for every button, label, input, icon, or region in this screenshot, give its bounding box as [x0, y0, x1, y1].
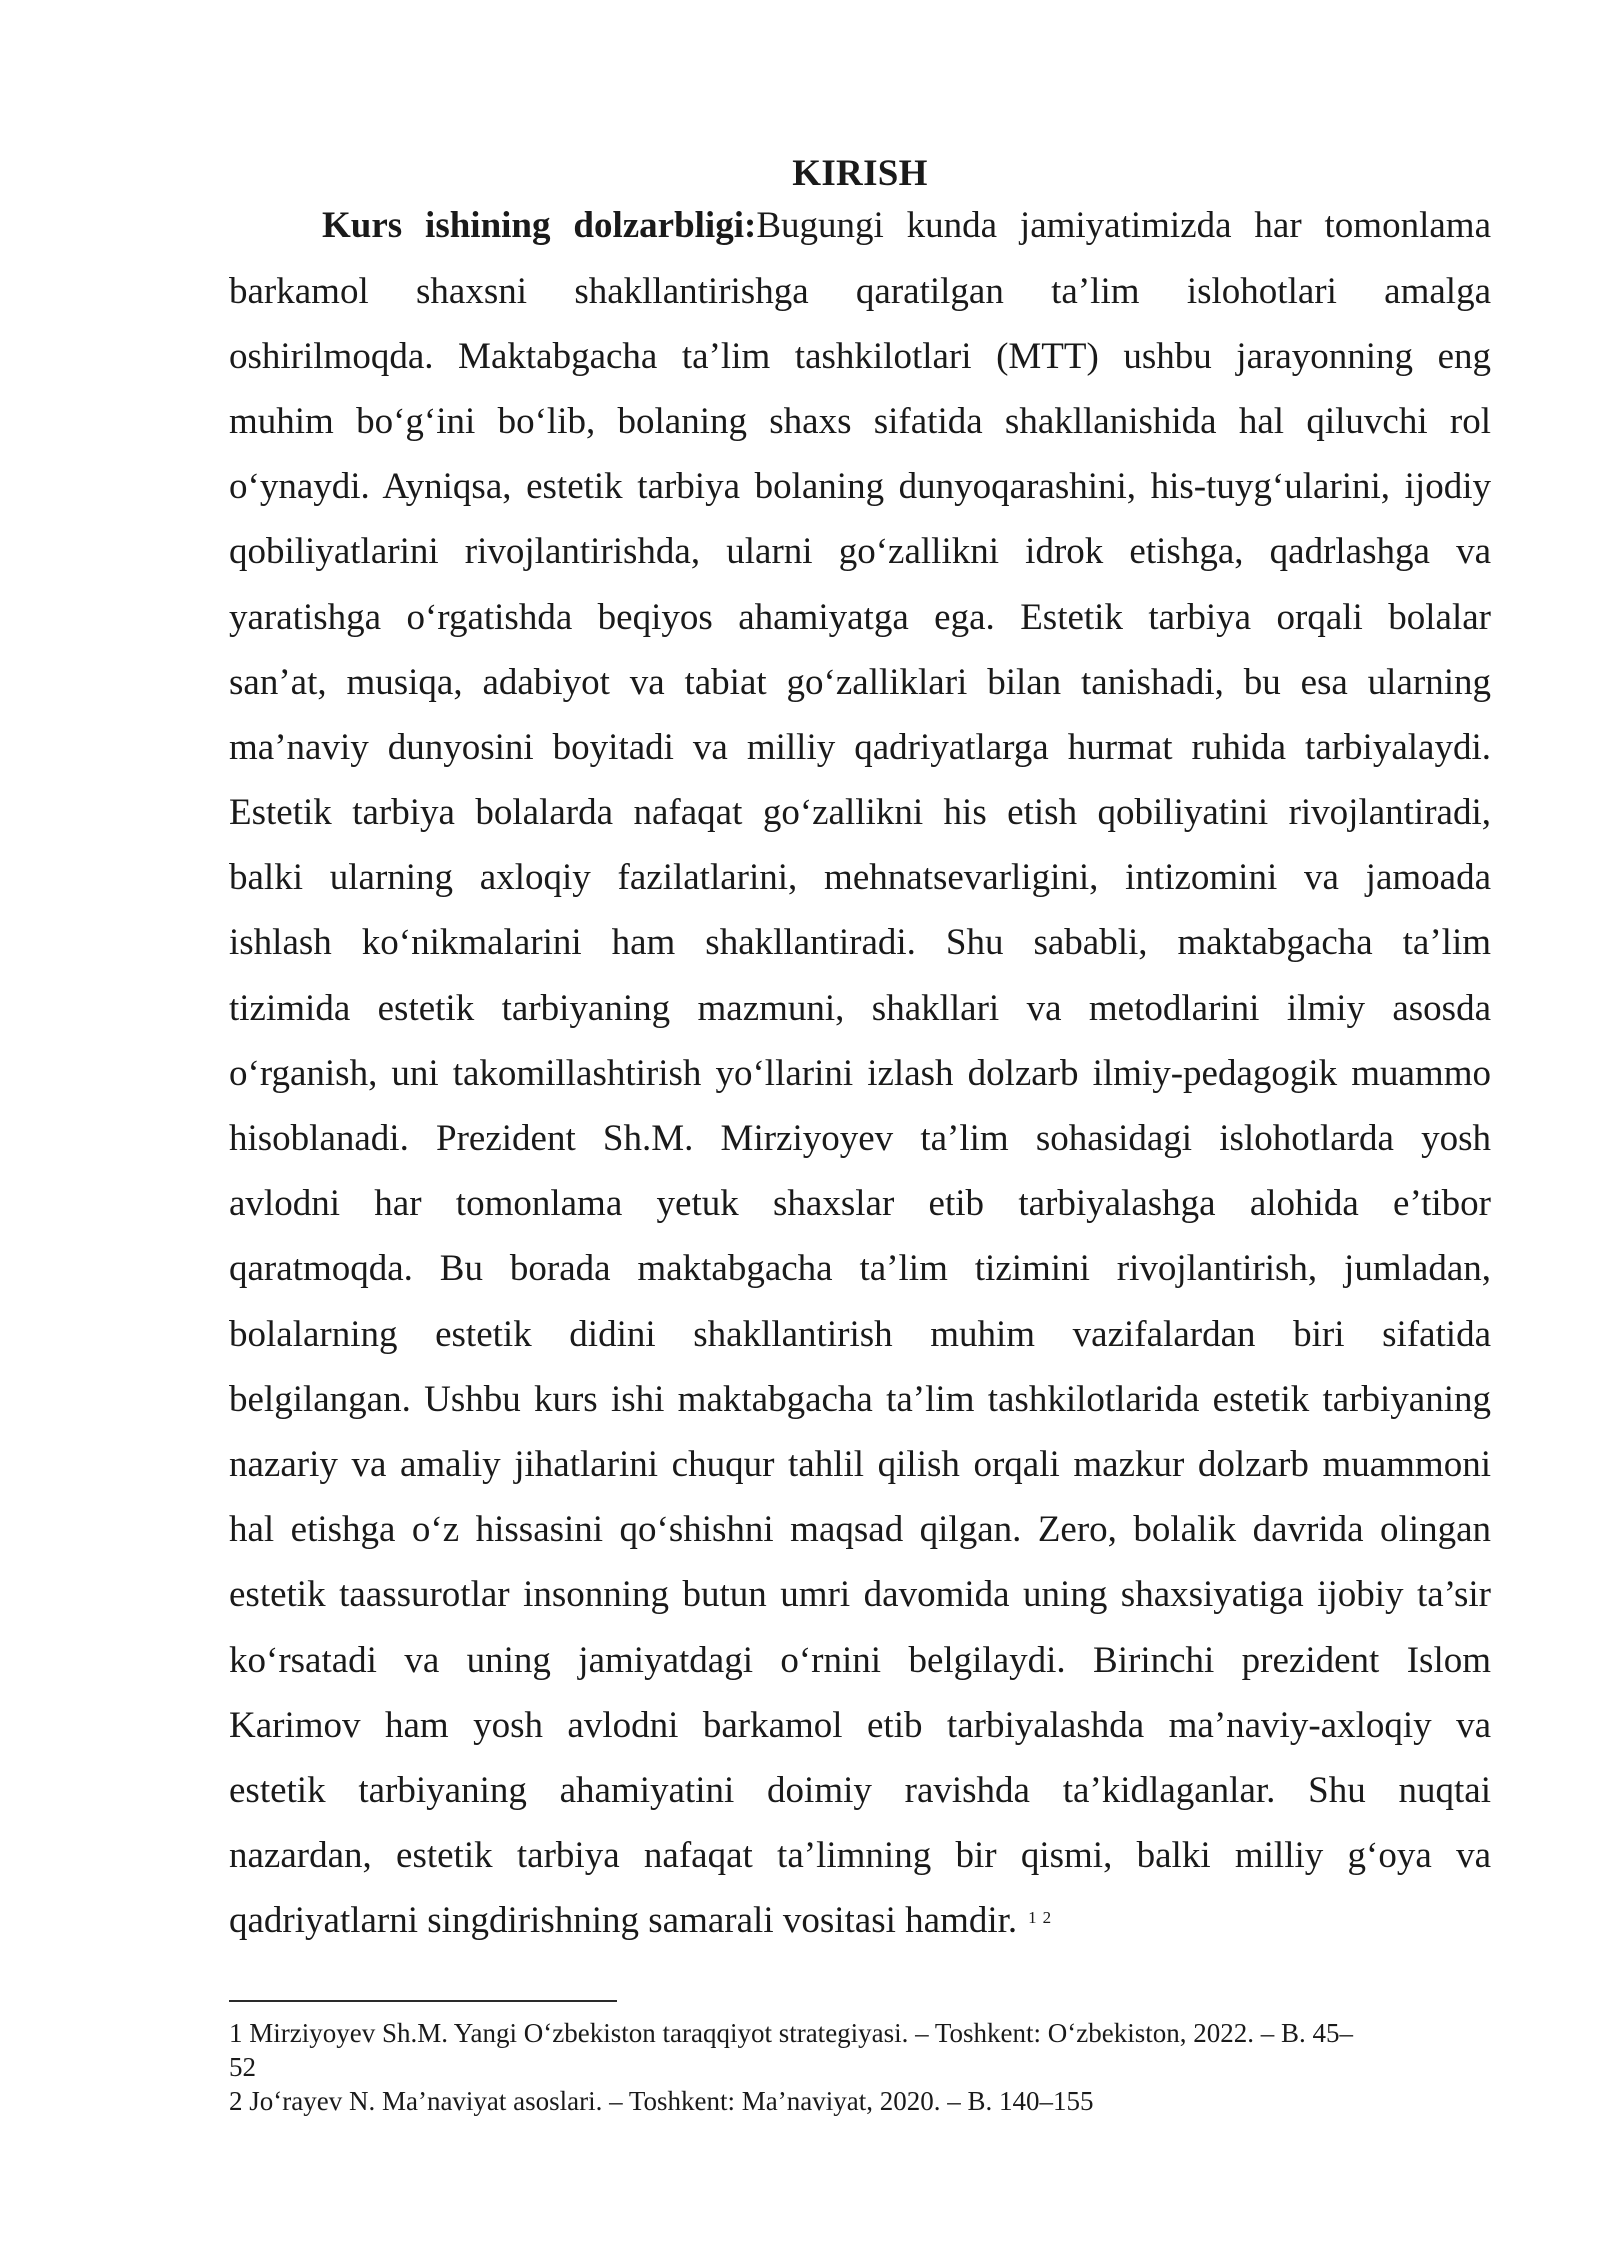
body-line: san’at, musiqa, adabiyot va tabiat go‘zalliklari bilan tanishadi, bu esa ularning: [229, 661, 1491, 703]
body-line: bolalarning estetik didini shakllantirish muhim vazifalardan biri sifatida: [229, 1313, 1491, 1355]
footnote-1-continuation: [229, 2050, 1491, 2084]
body-line: o‘ynaydi. Ayniqsa, estetik tarbiya bolaning dunyoqarashini, his-tuyg‘ularini, ijodiy: [229, 466, 1491, 508]
footnote-text: Mirziyoyev Sh.M. Yangi O‘zbekiston taraqqiyot strategiyasi. – Toshkent: O‘zbekiston, 2022. – B. 45–: [249, 2018, 1354, 2048]
body-line: estetik tarbiyaning ahamiyatini doimiy ravishda ta’kidlaganlar. Shu nuqtai: [229, 1769, 1491, 1811]
body-line: qobiliyatlarini rivojlantirishda, ularni go‘zallikni idrok etishga, qadrlashga va: [229, 531, 1491, 573]
footnote-1: [229, 2016, 1491, 2050]
footnote-ref-1: 1: [1028, 1908, 1037, 1928]
intro-paragraph: [229, 193, 1491, 1953]
body-line: barkamol shaxsni shakllantirishga qaratilgan ta’lim islohotlari amalga: [229, 270, 1491, 312]
body-line: belgilangan. Ushbu kurs ishi maktabgacha ta’lim tashkilotlarida estetik tarbiyaning: [229, 1378, 1491, 1420]
body-line: yaratishga o‘rgatishda beqiyos ahamiyatga ega. Estetik tarbiya orqali bolalar: [229, 596, 1491, 638]
body-line-text: Bugungi kunda jamiyatimizda har tomonlama: [756, 205, 1491, 247]
body-line: Estetik tarbiya bolalarda nafaqat go‘zallikni his etish qobiliyatini rivojlantiradi,: [229, 792, 1491, 834]
section-lead-label: Kurs ishining dolzarbligi:: [322, 205, 757, 247]
body-line: o‘rganish, uni takomillashtirish yo‘llarini izlash dolzarb ilmiy-pedagogik muammo: [229, 1052, 1491, 1094]
footnotes: [229, 2016, 1491, 2118]
footnote-number: 2: [229, 2086, 243, 2116]
body-line: nazariy va amaliy jihatlarini chuqur tahlil qilish orqali mazkur dolzarb muammoni: [229, 1443, 1491, 1485]
body-line: nazardan, estetik tarbiya nafaqat ta’limning bir qismi, balki milliy g‘oya va: [229, 1835, 1491, 1877]
body-line: muhim bo‘g‘ini bo‘lib, bolaning shaxs sifatida shakllanishida hal qiluvchi rol: [229, 400, 1491, 442]
body-line: ma’naviy dunyosini boyitadi va milliy qadriyatlarga hurmat ruhida tarbiyalaydi.: [229, 726, 1491, 768]
footnote-ref-2: 2: [1042, 1908, 1052, 1928]
body-line: qaratmoqda. Bu borada maktabgacha ta’lim tizimini rivojlantirish, jumladan,: [229, 1248, 1491, 1290]
body-line: ishlash ko‘nikmalarini ham shakllantiradi. Shu sababli, maktabgacha ta’lim: [229, 922, 1491, 964]
body-line: tizimida estetik tarbiyaning mazmuni, shakllari va metodlarini ilmiy asosda: [229, 987, 1491, 1029]
body-line: oshirilmoqda. Maktabgacha ta’lim tashkilotlari (MTT) ushbu jarayonning eng: [229, 335, 1491, 377]
body-line: avlodni har tomonlama yetuk shaxslar etib tarbiyalashga alohida e’tibor: [229, 1183, 1491, 1225]
footnote-2: [229, 2084, 1491, 2118]
footnote-text: Jo‘rayev N. Ma’naviyat asoslari. – Toshkent: Ma’naviyat, 2020. – B. 140–155: [249, 2086, 1094, 2116]
footnote-number: 1: [229, 2018, 243, 2048]
body-line: Karimov ham yosh avlodni barkamol etib tarbiyalashda ma’naviy-axloqiy va: [229, 1704, 1491, 1746]
body-line: balki ularning axloqiy fazilatlarini, mehnatsevarligini, intizomini va jamoada: [229, 857, 1491, 899]
body-line: [229, 1888, 1491, 1953]
body-line: ko‘rsatadi va uning jamiyatdagi o‘rnini belgilaydi. Birinchi prezident Islom: [229, 1639, 1491, 1681]
body-line: hisoblanadi. Prezident Sh.M. Mirziyoyev ta’lim sohasidagi islohotlarda yosh: [229, 1118, 1491, 1160]
page-title: KIRISH: [792, 153, 928, 194]
body-line-text: qadriyatlarni singdirishning samarali vositasi hamdir.: [229, 1900, 1018, 1942]
body-line: estetik taassurotlar insonning butun umri davomida uning shaxsiyatiga ijobiy ta’sir: [229, 1574, 1491, 1616]
footnote-text: 52: [229, 2052, 256, 2082]
body-line: [229, 193, 1491, 258]
body-line: hal etishga o‘z hissasini qo‘shishni maqsad qilgan. Zero, bolalik davrida olingan: [229, 1509, 1491, 1551]
footnote-separator: [229, 2000, 617, 2002]
